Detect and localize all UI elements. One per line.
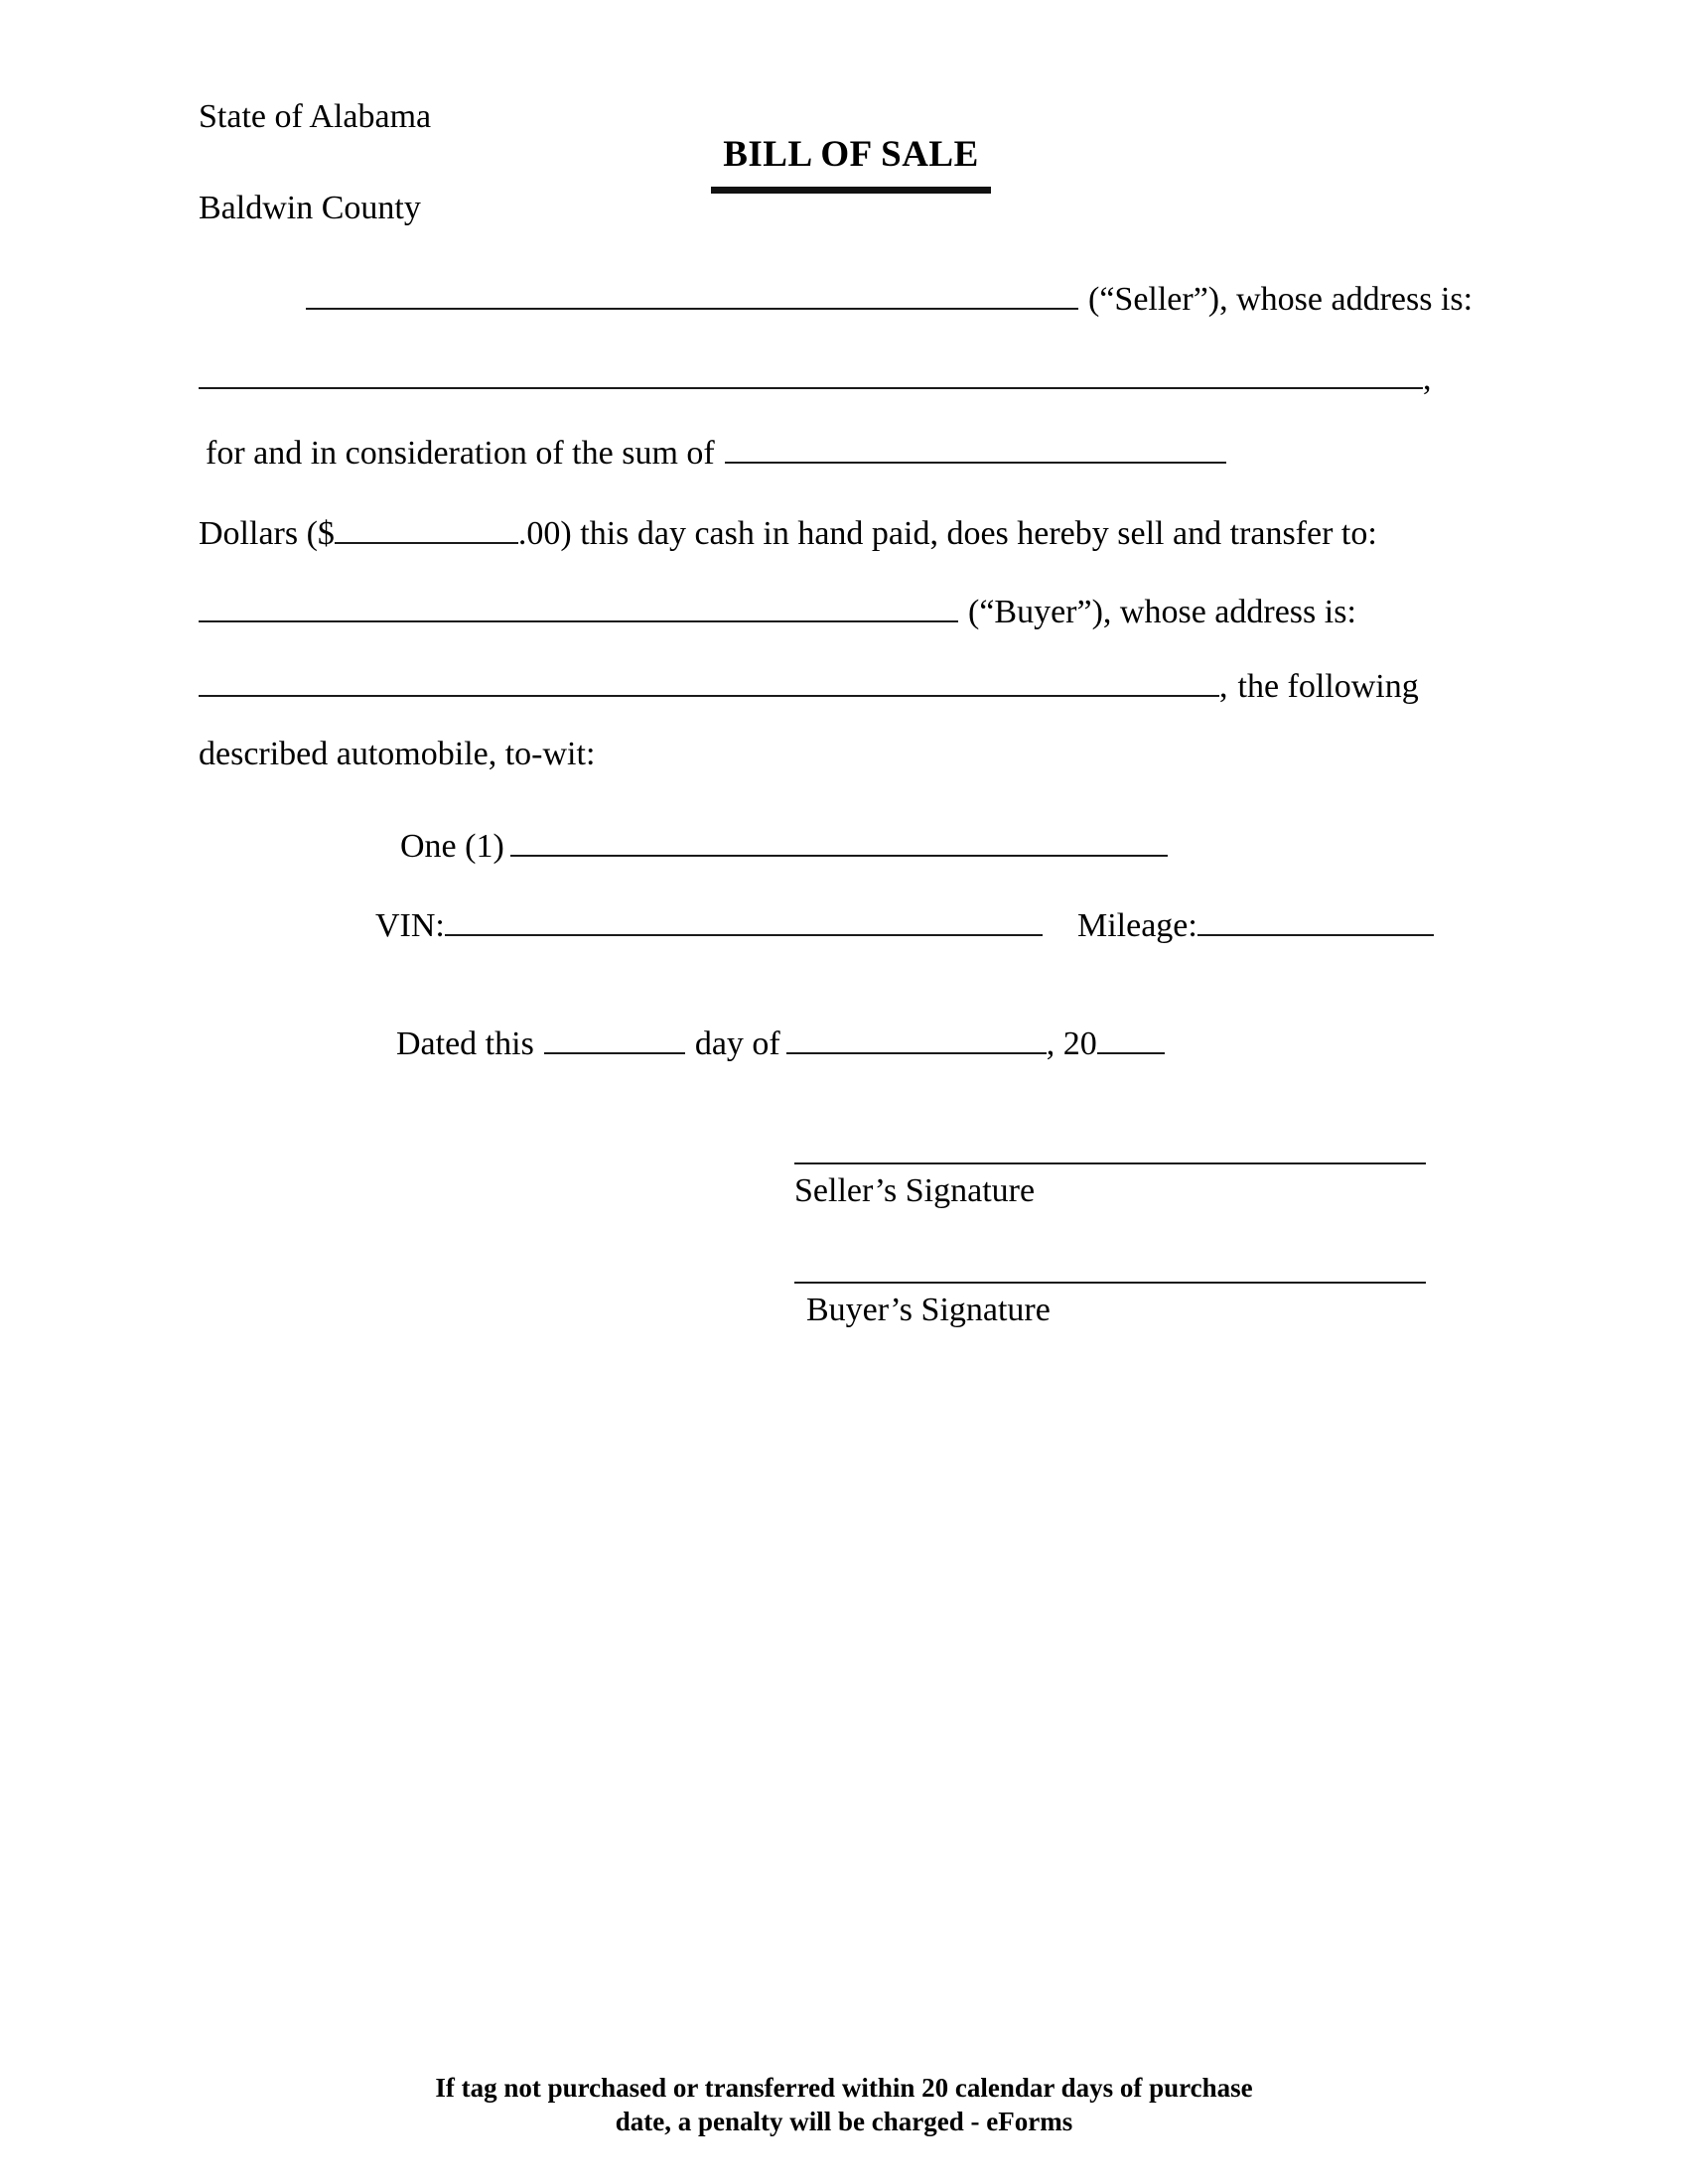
consideration-text: for and in consideration of the sum of [206, 435, 715, 472]
buyer-name-line [199, 583, 1356, 634]
mileage-field[interactable] [1197, 896, 1434, 936]
dollars-line [199, 504, 1377, 556]
dollars-amount-field[interactable] [335, 504, 518, 544]
seller-address-comma: , [1423, 360, 1432, 397]
buyer-signature-field[interactable] [794, 1282, 1426, 1284]
vin-field[interactable] [445, 896, 1043, 936]
seller-signature-field[interactable] [794, 1162, 1426, 1164]
dated-middle-text: day of [694, 1025, 780, 1062]
footer-line-2: date, a penalty will be charged - eForms [615, 2107, 1073, 2136]
dated-year-field[interactable] [1097, 1015, 1165, 1054]
buyer-address-field[interactable] [199, 657, 1219, 697]
vin-label: VIN: [375, 907, 445, 944]
seller-signature-label: Seller’s Signature [794, 1172, 1036, 1209]
following-text: the following [1237, 668, 1419, 705]
footer-line-1: If tag not purchased or transferred within 20 calendar days of purchase [435, 2073, 1253, 2103]
buyer-name-field[interactable] [199, 583, 958, 622]
sum-amount-field[interactable] [725, 424, 1226, 464]
one-prefix-text: One (1) [400, 828, 504, 865]
buyer-signature-label: Buyer’s Signature [806, 1292, 1051, 1328]
buyer-suffix-text: (“Buyer”), whose address is: [968, 594, 1356, 630]
vehicle-line [400, 817, 1168, 869]
seller-address-line [199, 349, 1432, 401]
seller-name-line [306, 270, 1473, 322]
mileage-label: Mileage: [1077, 907, 1197, 944]
document-title-wrap [711, 133, 991, 194]
county-heading: Baldwin County [199, 190, 421, 226]
seller-suffix-text: (“Seller”), whose address is: [1088, 281, 1474, 318]
document-title: BILL OF SALE [711, 133, 991, 194]
buyer-address-line [199, 657, 1419, 709]
dated-prefix-text: Dated this [396, 1025, 534, 1062]
vin-group [375, 896, 1043, 948]
dated-month-field[interactable] [786, 1015, 1047, 1054]
dated-line [396, 1015, 1165, 1066]
dated-day-field[interactable] [544, 1015, 685, 1054]
dollars-prefix-text: Dollars ($ [199, 515, 335, 552]
mileage-group [1077, 896, 1434, 948]
dollars-suffix-text: .00) this day cash in hand paid, does hereby sell and transfer to: [517, 515, 1377, 552]
vehicle-description-field[interactable] [510, 817, 1168, 857]
following-comma: , [1219, 668, 1228, 705]
seller-name-field[interactable] [306, 270, 1078, 310]
seller-address-field[interactable] [199, 349, 1423, 389]
consideration-line [206, 424, 1226, 476]
state-heading: State of Alabama [199, 98, 432, 135]
dated-year-prefix-text: , 20 [1046, 1025, 1097, 1062]
described-automobile-text: described automobile, to-wit: [199, 736, 596, 772]
